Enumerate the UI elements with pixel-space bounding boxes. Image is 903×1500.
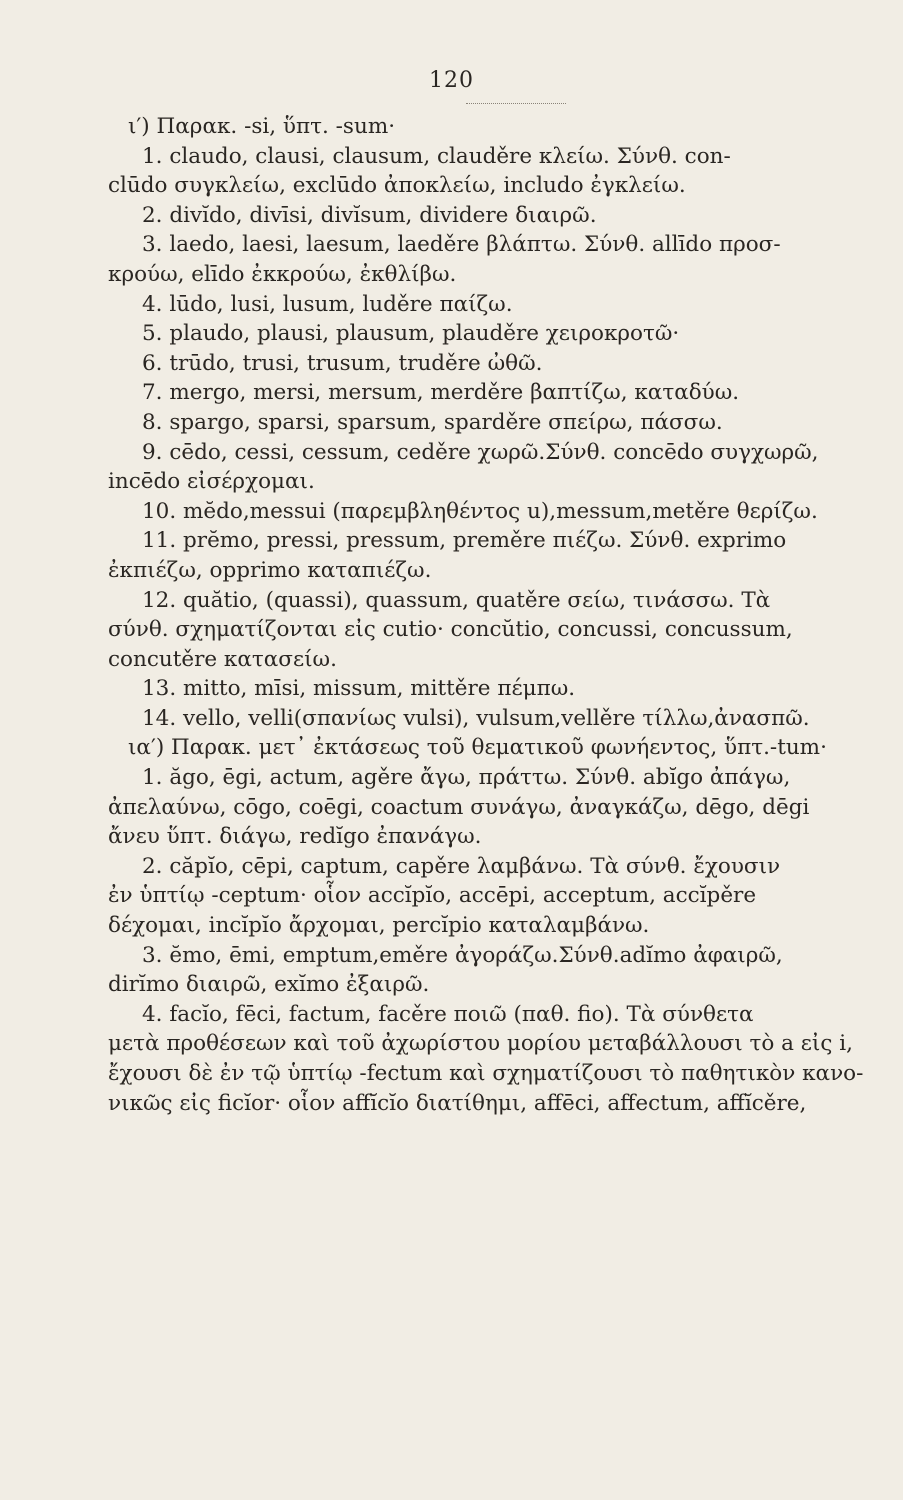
text-line: κρούω, elīdo ἐκκρούω, ἐκθλίβω. <box>108 261 457 287</box>
text-line: ἐν ὑπτίῳ -ceptum· οἷον accĭpĭo, accēpi, acceptum, accĭpěre <box>108 883 757 909</box>
page-number: 120 <box>429 68 474 93</box>
text-line: 9. cēdo, cessi, cessum, ceděre χωρῶ.Σύνθ. concēdo συγχωρῶ, <box>142 439 819 465</box>
text-line: 1. ăgo, ēgi, actum, agěre ἄγω, πράττω. Σύνθ. abĭgo ἀπάγω, <box>142 765 791 791</box>
text-line: 12. quătio, (quassi), quassum, quatěre σείω, τινάσσω. Τὰ <box>142 587 771 613</box>
text-line: ἔχουσι δὲ ἐν τῷ ὑπτίῳ -fectum καὶ σχηματίζουσι τὸ παθητικὸν κανο- <box>108 1061 864 1086</box>
text-line: 2. căpĭo, cēpi, captum, capěre λαμβάνω. Τὰ σύνθ. ἔχουσιν <box>142 853 781 879</box>
text-line: ἐκπιέζω, opprimo καταπιέζω. <box>108 557 432 583</box>
text-line: 8. spargo, sparsi, sparsum, sparděre σπείρω, πάσσω. <box>142 409 723 435</box>
text-line: 5. plaudo, plausi, plausum, plauděre χειροκροτῶ· <box>142 321 680 347</box>
text-line: 7. mergo, mersi, mersum, merděre βαπτίζω, καταδύω. <box>142 380 740 406</box>
text-line: ια′) Παρακ. μετ᾽ ἐκτάσεως τοῦ θεματικοῦ φωνήεντος, ὕπτ.-tum· <box>128 735 827 761</box>
text-line: incēdo εἰσέρχομαι. <box>108 469 315 495</box>
header-rule <box>466 103 566 104</box>
text-line: clūdo συγκλείω, exclūdo ἀποκλείω, includo ἐγκλείω. <box>108 173 686 199</box>
text-line: σύνθ. σχηματίζονται εἰς cutio· concŭtio, concussi, concussum, <box>108 617 793 643</box>
text-line: 4. lūdo, lusi, lusum, luděre παίζω. <box>142 291 513 317</box>
text-line: 14. vello, velli(σπανίως vulsi), vulsum,vellěre τίλλω,ἀνασπῶ. <box>142 705 810 731</box>
text-line: 10. mĕdo,messui (παρεμβληθέντος u),messum,metěre θερίζω. <box>142 498 818 524</box>
text-line: 6. trūdo, trusi, trusum, truděre ὠθῶ. <box>142 350 543 376</box>
text-line: μετὰ προθέσεων καὶ τοῦ ἀχωρίστου μορίου μεταβάλλουσι τὸ a εἰς i, <box>108 1031 853 1057</box>
text-line: 1. claudo, clausi, clausum, clauděre κλείω. Σύνθ. con- <box>142 143 731 169</box>
text-line: 11. prĕmo, pressi, pressum, preměre πιέζω. Σύνθ. exprimo <box>142 528 787 554</box>
text-line: concutěre κατασείω. <box>108 646 337 672</box>
text-line: ἄνευ ὕπτ. διάγω, redĭgo ἐπανάγω. <box>108 824 482 850</box>
text-line: 13. mitto, mīsi, missum, mittěre πέμπω. <box>142 676 576 702</box>
text-line: νικῶς εἰς ficĭor· οἷον affĭcĭo διατίθημι, affēci, affectum, affĭcěre, <box>108 1090 807 1116</box>
text-line: δέχομαι, incĭpĭo ἄρχομαι, percĭpio καταλαμβάνω. <box>108 913 650 939</box>
text-line: ι′) Παρακ. -si, ὕπτ. -sum· <box>128 114 396 139</box>
body-text <box>108 112 878 1118</box>
text-line: 3. laedo, laesi, laesum, laeděre βλάπτω. Σύνθ. allīdo προσ- <box>142 232 781 258</box>
text-line: 3. ĕmo, ēmi, emptum,eměre ἀγοράζω.Σύνθ.adĭmo ἀφαιρῶ, <box>142 942 783 968</box>
text-line: 2. divĭdo, divīsi, divĭsum, dividere διαιρῶ. <box>142 202 597 228</box>
text-line: ἀπελαύνω, cōgo, coēgi, coactum συνάγω, ἀναγκάζω, dēgo, dēgi <box>108 794 810 820</box>
text-line: 4. facĭo, fēci, factum, facěre ποιῶ (παθ. fio). Τὰ σύνθετα <box>142 1001 754 1027</box>
text-line: dirĭmo διαιρῶ, exĭmo ἐξαιρῶ. <box>108 972 430 998</box>
